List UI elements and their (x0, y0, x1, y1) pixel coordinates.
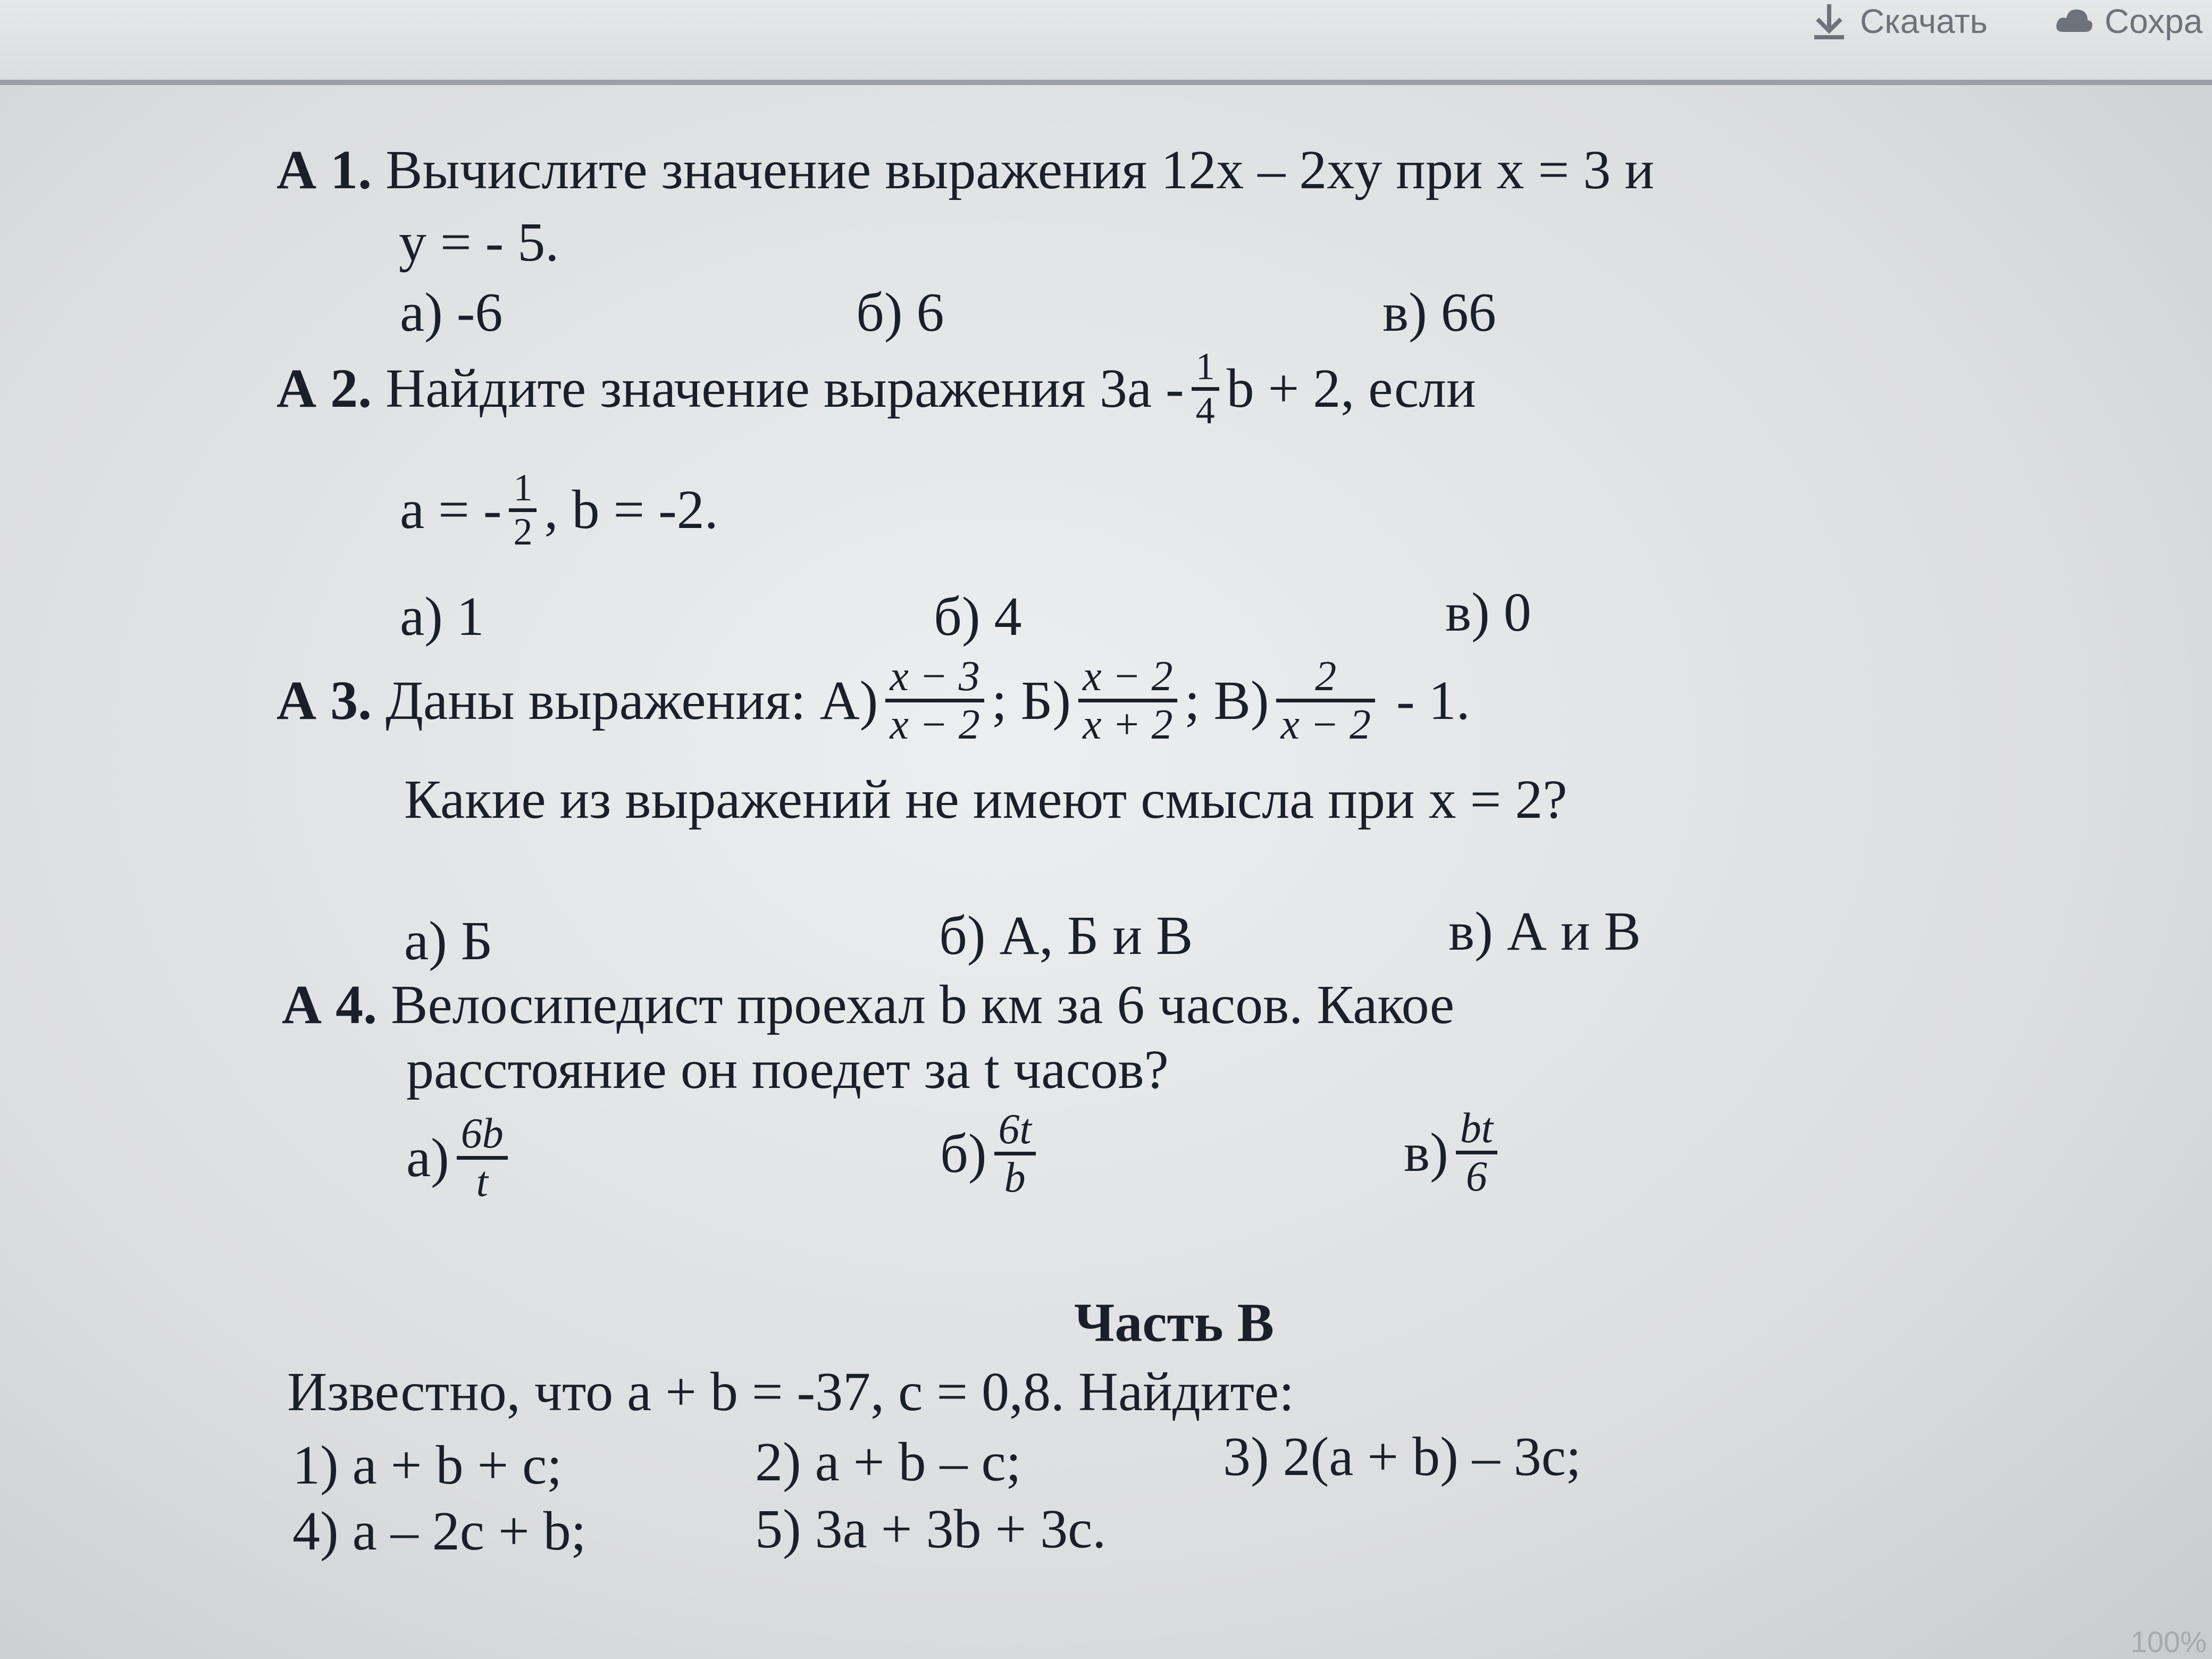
cloud-icon (2052, 0, 2095, 43)
a3-fraction-b (1078, 654, 1177, 747)
a1-option-b: б) 6 (856, 282, 944, 343)
part-b-task-1: 1) a + b + c; (292, 1435, 563, 1496)
a4-option-a (406, 1111, 515, 1204)
zoom-indicator: 100% (2130, 1625, 2207, 1658)
part-b-task-4: 4) a – 2c + b; (292, 1501, 586, 1562)
part-b-task-2: 2) a + b – c; (755, 1431, 1021, 1493)
a3-tail: - 1. (1396, 669, 1470, 731)
a3-sep-b: ; Б) (991, 669, 1071, 731)
part-b-task-3: 3) 2(a + b) – 3c; (1223, 1426, 1581, 1487)
a1-option-v: в) 66 (1382, 282, 1496, 343)
fraction-numerator: bt (1460, 1105, 1493, 1152)
a2-fraction-one-half (509, 468, 537, 552)
a1-text-2: y = - 5. (399, 212, 559, 273)
fraction-numerator: 1 (1195, 345, 1215, 388)
a3-question: Какие из выражений не имеют смысла при x = 2? (404, 769, 1568, 830)
fraction-denominator: 2 (513, 510, 533, 553)
a1-line-1 (276, 139, 1654, 200)
option-label: в) (1404, 1122, 1448, 1183)
a4-option-v (1404, 1106, 1505, 1199)
fraction-numerator: x − 2 (1083, 653, 1173, 700)
a2-text-pre: Найдите значение выражения 3a - (386, 358, 1184, 420)
a1-text-1: Вычислите значение выражения 12x – 2xy при x = 3 и (386, 139, 1654, 200)
download-icon (1808, 0, 1850, 43)
fraction-denominator: x + 2 (1083, 701, 1173, 748)
part-b-task-5: 5) 3a + 3b + 3c. (755, 1498, 1107, 1560)
part-b-intro (287, 1361, 1294, 1422)
a4-text-1: Велосипедист проехал b км за 6 часов. Какое (391, 974, 1455, 1035)
a3-sep-v: ; В) (1184, 669, 1269, 731)
a1-line-2 (399, 212, 559, 273)
a4-text-2: расстояние он поедет за t часов? (406, 1039, 1169, 1100)
a4-line-2 (406, 1039, 1169, 1100)
a2-option-b: б) 4 (934, 586, 1022, 647)
fraction-numerator: 6t (998, 1106, 1032, 1153)
fraction-denominator: t (476, 1159, 488, 1205)
a2-line-1 (276, 347, 1476, 431)
a4-line-1 (282, 974, 1455, 1035)
fraction-denominator: 6 (1465, 1153, 1487, 1200)
download-label: Скачать (1860, 2, 1988, 40)
fraction-denominator: x − 2 (1280, 701, 1371, 748)
save-to-cloud-button[interactable] (2052, 0, 2202, 43)
a2-option-a: а) 1 (400, 586, 484, 647)
a3-line-2 (404, 769, 1568, 830)
a3-option-v: в) А и В (1448, 901, 1641, 962)
a2-line-2 (400, 468, 718, 552)
part-b-intro-text: Известно, что a + b = -37, c = 0,8. Найдите: (287, 1361, 1294, 1422)
a2-option-v: в) 0 (1445, 582, 1531, 643)
a1-number: А 1. (276, 139, 372, 200)
a3-number: А 3. (276, 669, 372, 731)
option-label: б) (940, 1123, 987, 1184)
a4-fraction-a (457, 1111, 508, 1204)
a2-line2-post: , b = -2. (544, 479, 718, 541)
fraction-numerator: 2 (1315, 653, 1337, 700)
fraction-numerator: x − 3 (890, 653, 980, 700)
fraction-denominator: b (1004, 1154, 1026, 1201)
a2-fraction-one-quarter (1192, 347, 1219, 431)
fraction-numerator: 1 (513, 466, 533, 509)
fraction-denominator: x − 2 (890, 701, 980, 748)
a3-option-b: б) А, Б и В (939, 905, 1193, 966)
a4-fraction-v (1456, 1106, 1497, 1199)
viewer-toolbar (0, 0, 2212, 85)
a2-line2-pre: a = - (400, 479, 502, 541)
a3-option-a: а) Б (404, 910, 493, 971)
a3-text-pre: Даны выражения: А) (386, 669, 878, 731)
a4-option-b (940, 1107, 1043, 1200)
a2-text-post: b + 2, если (1226, 358, 1476, 420)
a3-fraction-v (1276, 654, 1375, 747)
a3-line-1 (276, 654, 1470, 747)
a1-option-a: а) -6 (400, 282, 503, 343)
option-label: а) (406, 1127, 449, 1188)
a4-fraction-b (994, 1107, 1036, 1200)
download-button[interactable] (1808, 0, 1988, 43)
a3-fraction-a (885, 654, 984, 747)
a4-number: А 4. (282, 974, 378, 1035)
a2-number: А 2. (276, 358, 372, 420)
save-label: Сохра (2105, 2, 2203, 40)
part-b-heading-text: Часть В (1074, 1292, 1274, 1353)
fraction-denominator: 4 (1195, 389, 1215, 432)
part-b-heading (1074, 1292, 1274, 1353)
fraction-numerator: 6b (460, 1110, 504, 1157)
